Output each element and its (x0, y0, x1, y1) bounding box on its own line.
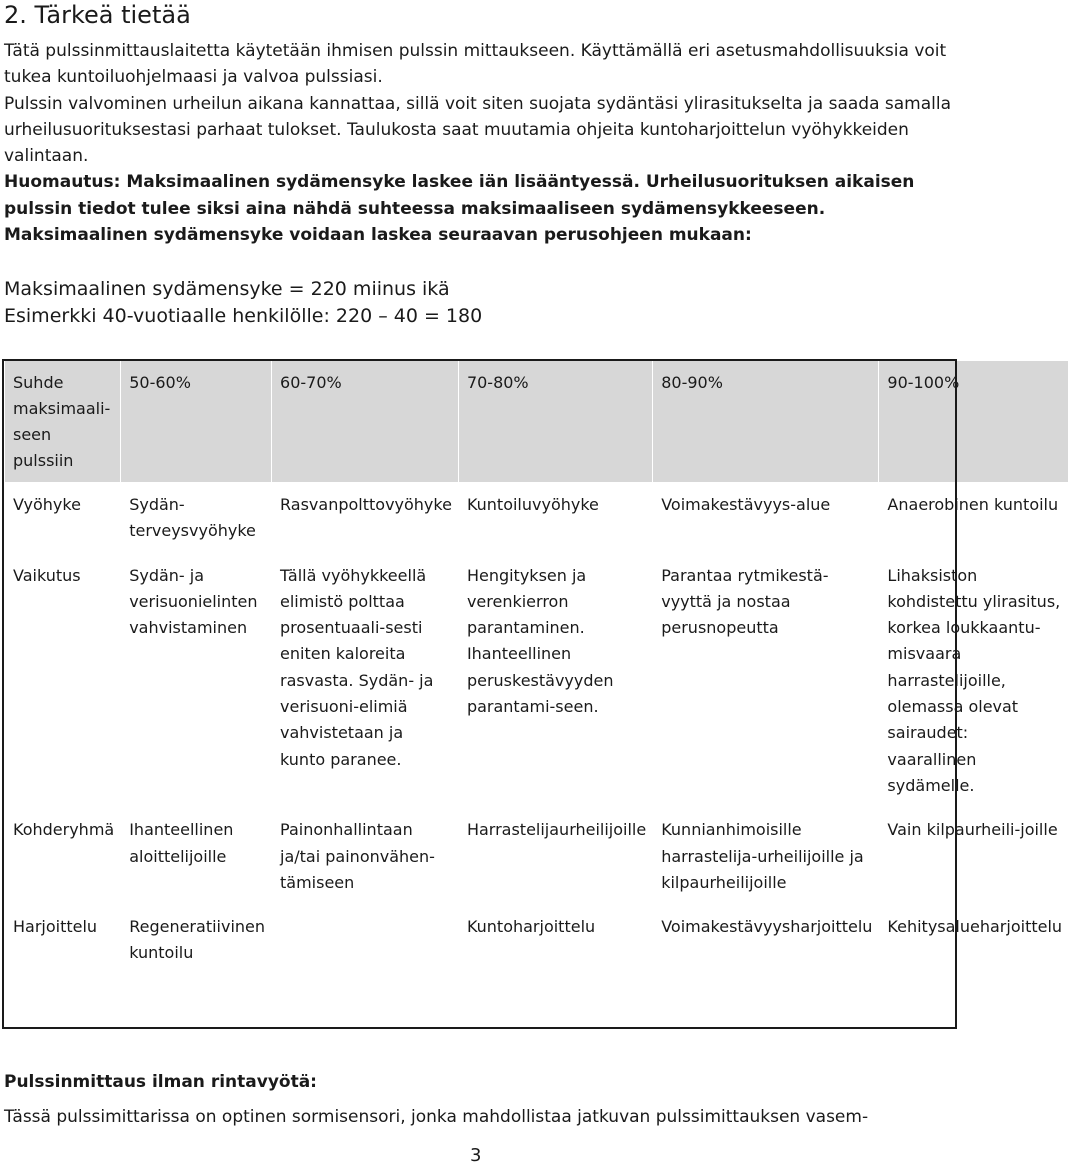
range-cell: 50-60% (121, 361, 272, 483)
formula (4, 276, 482, 330)
table-cell: Vain kilpaurheili-joille (879, 808, 1069, 905)
table-cell: Painonhallintaan ja/tai painonvähen-tämiseen (272, 808, 459, 905)
intro-note: Huomautus: Maksimaalinen sydämensyke laskee iän lisääntyessä. Urheilusuorituksen aikaisen pulssin tiedot tulee siksi aina nähdä suhteessa maksimaaliseen sydämensykkeeseen. Maksimaalinen sydämensyke voidaan laskea seuraavan perusohjeen mukaan: (4, 172, 915, 246)
range-cell: 90-100% (879, 361, 1069, 483)
subsection-text: Tässä pulssimittarissa on optinen sormisensori, jonka mahdollistaa jatkuvan pulssimittauksen vasem- (4, 1107, 869, 1127)
table-cell: Kehitysalueharjoittelu (879, 905, 1069, 976)
section-heading: 2. Tärkeä tietää (4, 1, 191, 29)
table-cell: Voimakestävyysharjoittelu (653, 905, 879, 976)
table-cell: Sydän-terveysvyöhyke (121, 483, 272, 554)
row-label: Harjoittelu (5, 905, 121, 976)
formula-line-2: Esimerkki 40-vuotiaalle henkilölle: 220 – 40 = 180 (4, 305, 483, 327)
table-row (5, 905, 1069, 976)
table-cell: Tällä vyöhykkeellä elimistö polttaa prosentuaali-sesti eniten kaloreita rasvasta. Sydän- ja verisuoni-elimiä vahvistetaan ja kunto paranee. (272, 553, 459, 808)
table-row (5, 483, 1069, 554)
table-row (5, 808, 1069, 905)
table-cell: Rasvanpolttovyöhyke (272, 483, 459, 554)
table-header-row (5, 361, 1069, 483)
page-number: 3 (470, 1145, 482, 1166)
table-cell: Kuntoiluvyöhyke (458, 483, 652, 554)
table-header-label: Suhde maksimaali-seen pulssiin (5, 361, 121, 483)
table-cell: Ihanteellinen aloittelijoille (121, 808, 272, 905)
subsection-title: Pulssinmittaus ilman rintavyötä: (4, 1072, 317, 1092)
table-cell: Hengityksen ja verenkierron parantaminen. Ihanteellinen peruskestävyyden parantami-seen. (458, 553, 652, 808)
intro-text (4, 38, 954, 248)
table-cell: Kunnianhimoisille harrastelija-urheilijoille ja kilpaurheilijoille (653, 808, 879, 905)
row-label: Kohderyhmä (5, 808, 121, 905)
table-cell: Parantaa rytmikestä-vyyttä ja nostaa perusnopeutta (653, 553, 879, 808)
table-cell: Voimakestävyys-alue (653, 483, 879, 554)
table-cell: Harrastelijaurheilijoille (458, 808, 652, 905)
intro-paragraph-1: Tätä pulssinmittauslaitetta käytetään ihmisen pulssin mittaukseen. Käyttämällä eri asetusmahdollisuuksia voit tukea kuntoiluohjelmaasi ja valvoa pulssiasi. (4, 41, 947, 88)
row-label: Vyöhyke (5, 483, 121, 554)
range-cell: 70-80% (458, 361, 652, 483)
table-cell: Regeneratiivinen kuntoilu (121, 905, 272, 976)
table-cell (272, 905, 459, 976)
row-label: Vaikutus (5, 553, 121, 808)
table-row (5, 553, 1069, 808)
range-cell: 60-70% (272, 361, 459, 483)
range-cell: 80-90% (653, 361, 879, 483)
table-cell: Sydän- ja verisuonielinten vahvistaminen (121, 553, 272, 808)
intro-paragraph-2: Pulssin valvominen urheilun aikana kannattaa, sillä voit siten suojata sydäntäsi ylirasitukselta ja saada samalla urheilusuorituksestasi parhaat tulokset. Taulukosta saat muutamia ohjeita kuntoharjoittelun vyöhykkeiden valintaan. (4, 93, 952, 167)
formula-line-1: Maksimaalinen sydämensyke = 220 miinus ikä (4, 278, 450, 300)
table-cell: Lihaksiston kohdistettu ylirasitus, korkea loukkaantu-misvaara harrastelijoille, olemassa olevat sairaudet: vaarallinen sydämelle. (879, 553, 1069, 808)
heart-rate-zone-table (4, 360, 1069, 976)
table-cell: Kuntoharjoittelu (458, 905, 652, 976)
table-cell: Anaerobinen kuntoilu (879, 483, 1069, 554)
